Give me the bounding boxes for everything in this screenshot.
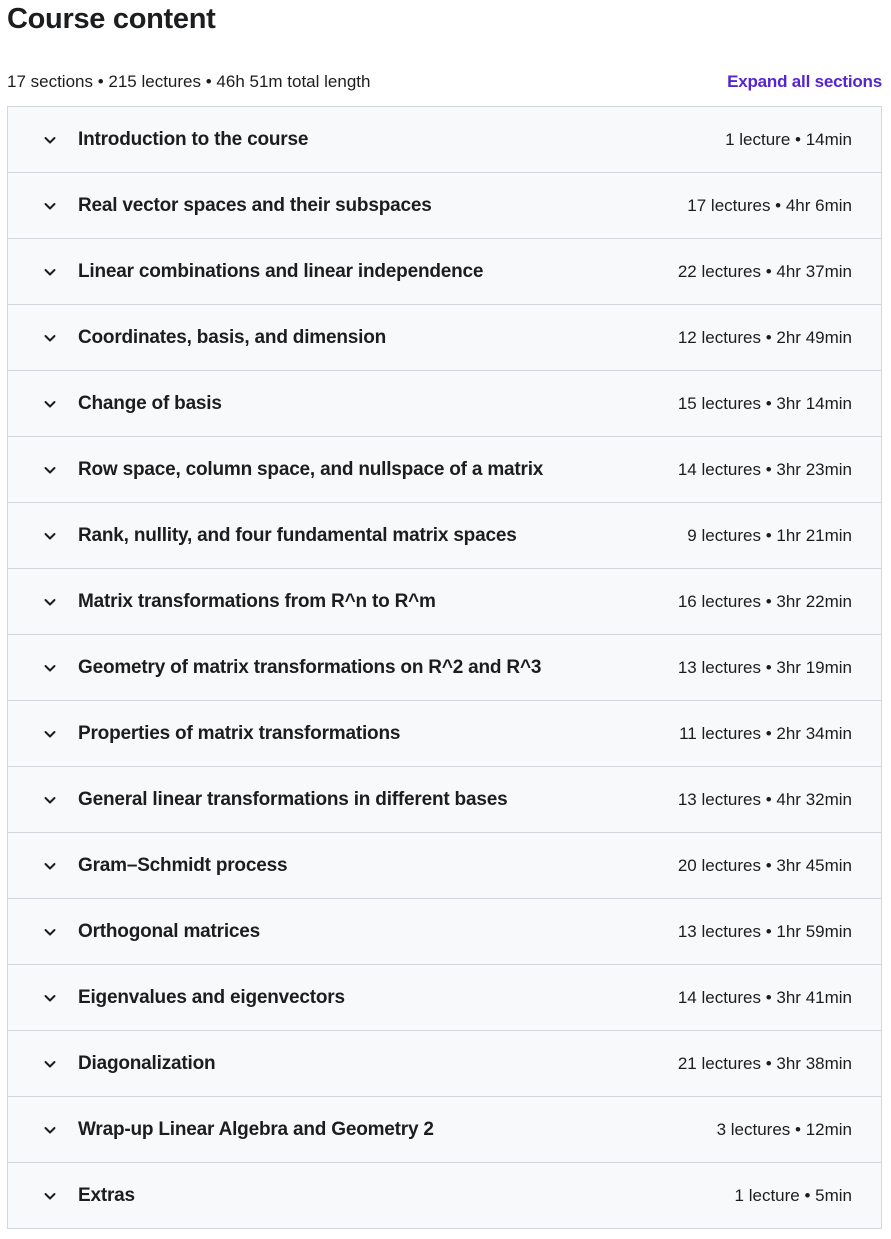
- section-title: Wrap-up Linear Algebra and Geometry 2: [78, 1118, 434, 1140]
- section-row[interactable]: [8, 1031, 881, 1097]
- section-title: Row space, column space, and nullspace of a matrix: [78, 458, 544, 480]
- chevron-down-icon[interactable]: [41, 1055, 59, 1073]
- chevron-down-icon[interactable]: [41, 131, 59, 149]
- section-title: Linear combinations and linear independence: [78, 260, 484, 282]
- chevron-down-icon[interactable]: [41, 857, 59, 875]
- section-row[interactable]: [8, 107, 881, 173]
- section-row[interactable]: [8, 437, 881, 503]
- page-title: Course content: [7, 3, 216, 35]
- section-meta: 20 lectures • 3hr 45min: [677, 855, 852, 875]
- section-title: Change of basis: [78, 392, 222, 414]
- section-meta: 12 lectures • 2hr 49min: [677, 327, 852, 347]
- section-meta: 1 lecture • 5min: [734, 1185, 852, 1205]
- section-title: Eigenvalues and eigenvectors: [78, 986, 345, 1008]
- section-meta: 22 lectures • 4hr 37min: [677, 261, 852, 281]
- chevron-down-icon[interactable]: [41, 791, 59, 809]
- section-row[interactable]: [8, 833, 881, 899]
- section-row[interactable]: [8, 239, 881, 305]
- section-title: Introduction to the course: [78, 128, 309, 150]
- section-row[interactable]: [8, 767, 881, 833]
- section-title: Gram–Schmidt process: [78, 854, 288, 876]
- section-row[interactable]: [8, 569, 881, 635]
- section-meta: 21 lectures • 3hr 38min: [677, 1053, 852, 1073]
- section-meta: 3 lectures • 12min: [716, 1119, 852, 1139]
- section-meta: 14 lectures • 3hr 23min: [677, 459, 852, 479]
- section-row[interactable]: [8, 173, 881, 239]
- chevron-down-icon[interactable]: [41, 593, 59, 611]
- chevron-down-icon[interactable]: [41, 989, 59, 1007]
- chevron-down-icon[interactable]: [41, 329, 59, 347]
- section-meta: 11 lectures • 2hr 34min: [679, 723, 852, 743]
- chevron-down-icon[interactable]: [41, 395, 59, 413]
- chevron-down-icon[interactable]: [41, 659, 59, 677]
- section-title: Orthogonal matrices: [78, 920, 261, 942]
- chevron-down-icon[interactable]: [41, 527, 59, 545]
- section-title: Extras: [78, 1184, 135, 1206]
- section-row[interactable]: [8, 701, 881, 767]
- section-list: [7, 106, 882, 1229]
- section-title: Diagonalization: [78, 1052, 216, 1074]
- section-row[interactable]: [8, 965, 881, 1031]
- section-meta: 14 lectures • 3hr 41min: [677, 987, 852, 1007]
- section-row[interactable]: [8, 1097, 881, 1163]
- section-row[interactable]: [8, 899, 881, 965]
- chevron-down-icon[interactable]: [41, 1121, 59, 1139]
- section-title: General linear transformations in different bases: [78, 788, 508, 810]
- section-row[interactable]: [8, 635, 881, 701]
- section-title: Properties of matrix transformations: [78, 722, 401, 744]
- section-meta: 17 lectures • 4hr 6min: [687, 195, 852, 215]
- section-row[interactable]: [8, 503, 881, 569]
- section-row[interactable]: [8, 305, 881, 371]
- section-title: Coordinates, basis, and dimension: [78, 326, 387, 348]
- section-meta: 1 lecture • 14min: [725, 129, 852, 149]
- section-meta: 13 lectures • 3hr 19min: [677, 657, 852, 677]
- chevron-down-icon[interactable]: [41, 263, 59, 281]
- course-summary: 17 sections • 215 lectures • 46h 51m total length: [7, 72, 371, 91]
- section-meta: 16 lectures • 3hr 22min: [677, 591, 852, 611]
- chevron-down-icon[interactable]: [41, 1187, 59, 1205]
- section-row[interactable]: [8, 371, 881, 437]
- chevron-down-icon[interactable]: [41, 725, 59, 743]
- course-summary-row: [7, 69, 882, 95]
- section-meta: 9 lectures • 1hr 21min: [687, 525, 852, 545]
- section-title: Geometry of matrix transformations on R^2 and R^3: [78, 656, 542, 678]
- section-row[interactable]: [8, 1163, 881, 1228]
- expand-all-sections-button[interactable]: Expand all sections: [727, 72, 882, 91]
- section-meta: 13 lectures • 4hr 32min: [677, 789, 852, 809]
- section-title: Real vector spaces and their subspaces: [78, 194, 432, 216]
- chevron-down-icon[interactable]: [41, 461, 59, 479]
- chevron-down-icon[interactable]: [41, 923, 59, 941]
- section-meta: 15 lectures • 3hr 14min: [677, 393, 852, 413]
- chevron-down-icon[interactable]: [41, 197, 59, 215]
- section-meta: 13 lectures • 1hr 59min: [677, 921, 852, 941]
- section-title: Matrix transformations from R^n to R^m: [78, 590, 436, 612]
- section-title: Rank, nullity, and four fundamental matrix spaces: [78, 524, 517, 546]
